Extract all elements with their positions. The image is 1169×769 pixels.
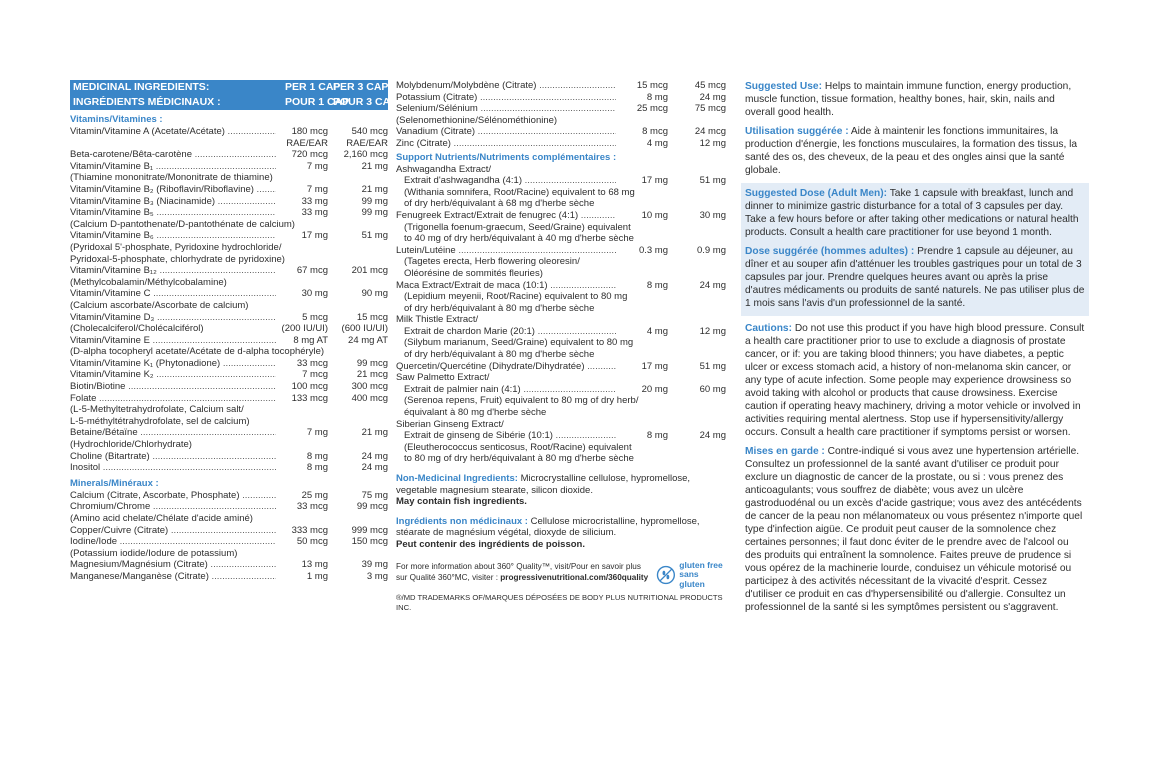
amount-per-3-caps: 24 mg [699,91,726,103]
ingredient-row [396,326,726,338]
ingredient-name: Vitamin/Vitamine B₃ (Niacinamide) ..... [70,196,276,208]
ingredient-source: Ashwagandha Extract/ [396,163,492,175]
more-info-prefix: For more information about 360° Quality™, visit/Pour en savoir plus sur Qualité 360°MC, visiter : [396,561,641,582]
amount-per-1-cap: (200 IU/UI) [281,323,328,335]
amount-per-1-cap: 4 mg [646,137,668,149]
amount-per-1-cap: 7 mg [306,427,328,439]
amount-per-3-caps: 300 mcg [351,381,388,393]
amount-per-1-cap: 33 mcg [296,357,328,369]
nmi-fr-label: Ingrédients non médicinaux : [396,515,528,527]
ingredient-name: Vitamin/Vitamine B₆ ..... [70,230,276,242]
ingredient-sub-row [70,138,388,150]
ingredient-row [70,358,388,370]
ingredient-source: (Amino acid chelate/Chélate d'acide aminé) [70,513,253,524]
ingredient-row [396,103,726,115]
ingredient-source: of dry herb/équivalant à 80 mg d'herbe sèche [404,349,595,361]
amount-per-3-caps: 30 mg [699,209,726,221]
nmi-en-text: Microcrystalline cellulose, hypromellose, vegetable magnesium stearate, silicon dioxide. [396,473,691,496]
ingredient-name: Vitamin/Vitamine C ..... [70,288,276,300]
header-label-fr: INGRÉDIENTS MÉDICINAUX : [73,96,221,108]
ingredient-name: Vitamin/Vitamine B₅ ..... [70,207,276,219]
ingredient-name: Extrait de palmier nain (4:1) ..... [404,384,616,396]
more-info-row [396,561,726,590]
ingredient-source [70,138,276,150]
amount-per-1-cap: 67 mcg [296,265,328,277]
ingredient-row [70,265,388,277]
medicinal-ingredients-column [70,80,405,583]
amount-per-1-cap: 333 mcg [291,524,328,536]
ingredient-name: Vitamin/Vitamine D₃ ..... [70,312,276,324]
suggested-dose-en-label: Suggested Dose (Adult Men): [745,188,888,199]
support-nutrients-title: Support Nutrients/Nutriments complémentaires : [396,151,617,163]
ingredient-row [70,184,388,196]
suggested-use-en-text: Helps to maintain immune function, energy production, muscle function, tissue formation, healthy bones, hair, skin, nails and overall good health. [745,81,1072,118]
gluten-free-badge [656,561,726,590]
suggested-dose-en [745,187,1085,239]
amount-per-1-cap: 15 mcg [636,80,668,91]
ingredient-source: L-5-méthyltétrahydrofolate, sel de calcium) [70,415,250,427]
ingredient-name: Potassium (Citrate) ..... [396,92,616,104]
ingredient-row [396,361,726,373]
amount-per-1-cap: 20 mg [641,383,668,395]
ingredient-source: Pyridoxal-5-phosphate, chlorhydrate de pyridoxine) [70,253,285,265]
ingredient-name: Betaine/Bétaïne ..... [70,427,276,439]
amount-per-1-cap: 8 mg AT [293,334,328,346]
ingredient-row [70,161,388,173]
ingredient-name: Calcium (Citrate, Ascorbate, Phosphate) ..... [70,490,276,502]
amount-per-1-cap: 33 mg [301,195,328,207]
ingredient-name: Inositol ..... [70,462,276,474]
ingredient-name: Zinc (Citrate) ..... [396,138,616,150]
more-info-text [396,561,648,583]
amount-per-1-cap: 8 mg [646,430,668,442]
amount-per-3-caps: 400 mcg [351,392,388,404]
amount-per-3-caps: 99 mg [361,195,388,207]
amount-per-3-caps: 60 mg [699,383,726,395]
gluten-free-en: gluten free [679,559,723,570]
ingredient-row [396,430,726,442]
amount-per-3-caps: 24 mg [361,450,388,462]
non-medicinal-ingredients-fr [396,516,726,551]
ingredient-row [396,80,726,92]
ingredient-row [70,312,388,324]
ingredients-header-en [70,80,396,95]
gluten-free-fr: sans gluten [679,569,705,589]
support-nutrients-list [396,164,726,465]
amount-per-1-cap: 33 mcg [296,501,328,513]
amount-per-1-cap: 100 mcg [291,381,328,393]
ingredient-row [396,126,726,138]
amount-per-1-cap: 13 mg [301,559,328,571]
header-per1-fr: POUR 1 CAP [285,96,350,108]
ingredient-row [70,427,388,439]
amount-per-1-cap: 5 mcg [302,311,328,323]
ingredient-name: Molybdenum/Molybdène (Citrate) ..... [396,80,616,92]
ingredient-source: (Pyridoxal 5'-phosphate, Pyridoxine hydrochloride/ [70,241,282,253]
amount-per-3-caps: 51 mg [699,360,726,372]
suggested-use-fr-text: Aide à maintenir les fonctions immunitaires, la production d'énergie, les fonctions musculaires, la formation des tissus, la santé des os, des cheveux, de la peau et des ongles ainsi que la santé globale. [745,126,1078,176]
ingredient-name: Chromium/Chrome ..... [70,501,276,513]
amount-per-1-cap: 7 mcg [302,369,328,381]
fish-warning-en: May contain fish ingredients. [396,496,527,508]
ingredient-row [396,280,726,292]
suggested-dose-fr [745,245,1085,310]
amount-per-1-cap: 8 mg [306,450,328,462]
ingredient-name: Biotin/Biotine ..... [70,381,276,393]
suggested-dose-fr-label: Dose suggérée (hommes adultes) : [745,246,915,257]
ingredient-source: (Hydrochloride/Chlorhydrate) [70,439,192,451]
amount-per-1-cap: 17 mg [641,175,668,187]
ingredient-row [396,384,726,396]
ingredient-name: Vitamin/Vitamine K₂ ..... [70,369,276,381]
ingredient-row [396,210,726,222]
amount-per-3-caps: RAE/EAR [346,137,388,149]
amount-per-1-cap: 8 mg [646,91,668,103]
gluten-free-icon [656,565,676,585]
ingredient-row [70,335,388,347]
amount-per-3-caps: 12 mg [699,325,726,337]
nmi-en-label: Non-Medicinal Ingredients: [396,473,518,484]
amount-per-3-caps: 21 mg [361,427,388,439]
ingredient-source: of dry herb/équivalant à 80 mg d'herbe sèche [404,302,595,314]
ingredient-row [70,381,388,393]
ingredient-source: (Serenoa repens, Fruit) equivalent to 80 mg of dry herb/ [404,395,639,407]
ingredient-source: (Calcium D-pantothenate/D-pantothénate de calcium) [70,218,295,230]
amount-per-3-caps: 45 mcg [694,80,726,91]
amount-per-3-caps: 150 mcg [351,536,388,548]
suggested-use-en-label: Suggested Use: [745,81,822,92]
amount-per-3-caps: 90 mg [361,288,388,300]
ingredient-row [70,196,388,208]
ingredient-name: Folate ..... [70,393,276,405]
header-label-en: MEDICINAL INGREDIENTS: [73,81,210,93]
ingredient-sub-row [70,323,388,335]
ingredient-source: to 80 mg of dry herb/équivalant à 80 mg d'herbe sèche [404,453,634,465]
amount-per-3-caps: 24 mcg [694,126,726,138]
amount-per-3-caps: 2,160 mcg [343,149,388,161]
fish-warning-fr: Peut contenir des ingrédients de poisson. [396,538,585,550]
amount-per-3-caps: 99 mg [361,207,388,219]
header-per3-en: PER 3 CAPS [333,81,396,93]
amount-per-3-caps: 21 mg [361,160,388,172]
amount-per-1-cap: 50 mcg [296,536,328,548]
ingredient-row [70,490,388,502]
ingredient-source: of dry herb/équivalant à 68 mg d'herbe sèche [404,198,595,210]
amount-per-1-cap: 4 mg [646,325,668,337]
amount-per-1-cap: 1 mg [306,570,328,582]
amount-per-3-caps: 21 mcg [356,369,388,381]
amount-per-3-caps: 99 mcg [356,501,388,513]
more-info-link[interactable]: progressivenutritional.com/360quality [500,572,649,582]
amount-per-3-caps: 0.9 mg [696,244,726,256]
ingredient-name: Magnesium/Magnésium (Citrate) ..... [70,559,276,571]
ingredient-row [70,126,388,138]
amount-per-3-caps: (600 IU/UI) [341,323,388,335]
ingredient-row [396,138,726,150]
ingredient-name: Copper/Cuivre (Citrate) ..... [70,525,276,537]
suggested-use-fr-label: Utilisation suggérée : [745,126,849,137]
usage-column [745,80,1085,620]
amount-per-1-cap: 7 mg [306,183,328,195]
minerals-title: Minerals/Minéraux : [70,477,159,489]
amount-per-1-cap: 33 mg [301,207,328,219]
amount-per-3-caps: 3 mg [366,570,388,582]
ingredient-name: Vitamin/Vitamine A (Acetate/Acétate) ..... [70,126,276,138]
ingredient-row [70,559,388,571]
amount-per-1-cap: 25 mcg [636,103,668,115]
ingredient-name: Vanadium (Citrate) ..... [396,126,616,138]
ingredient-name: Vitamin/Vitamine E ..... [70,335,276,347]
amount-per-1-cap: 133 mcg [291,392,328,404]
amount-per-3-caps: 75 mg [361,489,388,501]
ingredient-row [396,245,726,257]
amount-per-3-caps: 24 mg [361,462,388,474]
ingredient-row [70,536,388,548]
ingredient-source: (Withania somnifera, Root/Racine) equivalent to 68 mg [404,186,635,198]
ingredient-name: Selenium/Sélénium ..... [396,103,616,115]
ingredient-source: (Selenomethionine/Sélénométhionine) [396,114,558,126]
ingredient-name: Vitamin/Vitamine B₂ (Riboflavin/Riboflavine) ..... [70,184,276,196]
ingredient-name: Choline (Bitartrate) ..... [70,451,276,463]
amount-per-1-cap: 10 mg [641,209,668,221]
ingredient-source: (Methylcobalamin/Méthylcobalamine) [70,276,227,288]
ingredient-source: (Cholecalciferol/Cholécalciférol) [70,323,204,335]
ingredient-row [70,207,388,219]
ingredient-row [70,393,388,405]
amount-per-3-caps: 12 mg [699,137,726,149]
ingredient-source: to 40 mg of dry herb/équivalant à 40 mg d'herbe sèche [404,233,634,245]
ingredient-source: (Eleutherococcus senticosus, Root/Racine) equivalent [404,441,632,453]
ingredient-source: (D-alpha tocopheryl acetate/Acétate de d-alpha tocophéryle) [70,346,325,358]
ingredient-name: Extrait de ginseng de Sibérie (10:1) ..... [404,430,616,442]
ingredient-source: (Silybum marianum, Seed/Graine) equivalent to 80 mg [404,337,634,349]
amount-per-3-caps: 75 mcg [694,103,726,115]
amount-per-3-caps: 15 mcg [356,311,388,323]
ingredient-row [396,175,726,187]
ingredient-name: Iodine/Iode ..... [70,536,276,548]
ingredient-source: Saw Palmetto Extract/ [396,372,490,384]
amount-per-3-caps: 24 mg AT [348,334,388,346]
ingredient-row [70,451,388,463]
amount-per-1-cap: 8 mcg [642,126,668,138]
ingredient-name: Vitamin/Vitamine B₁₂ ..... [70,265,276,277]
ingredient-source: (Potassium iodide/Iodure de potassium) [70,547,238,559]
cautions-fr-label: Mises en garde : [745,446,825,457]
support-nutrients-column [396,80,726,613]
amount-per-3-caps: 51 mg [699,175,726,187]
header-per1-en: PER 1 CAP [285,81,341,93]
ingredient-name: Beta-carotene/Bêta-carotène ..... [70,149,276,161]
header-per3-fr: POUR 3 CAPS [333,96,405,108]
amount-per-3-caps: 99 mcg [356,357,388,369]
ingredient-name: Quercetin/Quercétine (Dihydrate/Dihydratée) ..... [396,361,616,373]
amount-per-1-cap: 0.3 mg [638,244,668,256]
ingredient-row [70,525,388,537]
trademarks-note: ®/MD TRADEMARKS OF/MARQUES DÉPOSÉES DE BODY PLUS NUTRITIONAL PRODUCTS INC. [396,593,723,613]
suggested-dose-box [741,183,1089,316]
suggested-use-fr [745,125,1085,177]
ingredient-name: Fenugreek Extract/Extrait de fenugrec (4:1) ..... [396,210,616,222]
cautions-en-text: Do not use this product if you have high blood pressure. Consult a health care practitioner prior to use to exclude a diagnosis of prostate cancer, or if: you are taking blood thinners; you have diabetes, a peptic ulcer or excess stomach acid, a history of non-melanoma skin cancer, or any type of acute infection. Some people may experience drowsiness so avoid taking with alcohol or products that cause drowsiness. Exercise caution if operating heavy machinery, driving a motor vehicle or involved in activities requiring mental alertness. Stop use if hypersensitivity/allergy occurs. Consult a health care practitioner if symptoms persist or worsen. [745,323,1085,438]
amount-per-3-caps: 201 mcg [351,265,388,277]
suggested-use-en [745,80,1085,119]
ingredient-source: Siberian Ginseng Extract/ [396,418,504,430]
ingredient-source: (Calcium ascorbate/Ascorbate de calcium) [70,299,249,311]
minerals-list [70,490,388,583]
nmi-fr-text: Cellulose microcristalline, hypromellose, stéarate de magnésium végétal, dioxyde de silicium. [396,515,700,539]
amount-per-3-caps: 24 mg [699,279,726,291]
cautions-fr [745,445,1085,614]
non-medicinal-ingredients-en [396,473,726,508]
amount-per-1-cap: 17 mg [641,360,668,372]
amount-per-3-caps: 21 mg [361,183,388,195]
ingredient-row [70,571,388,583]
ingredient-name: Maca Extract/Extrait de maca (10:1) ..... [396,280,616,292]
ingredient-name: Manganese/Manganèse (Citrate) ..... [70,571,276,583]
amount-per-1-cap: 180 mcg [291,126,328,137]
amount-per-1-cap: 720 mcg [291,149,328,161]
amount-per-1-cap: RAE/EAR [286,137,328,149]
vitamins-list [70,126,388,474]
ingredient-name: Lutein/Lutéine ..... [396,245,616,257]
ingredient-row [396,92,726,104]
vitamins-title: Vitamins/Vitamines : [70,114,163,125]
amount-per-3-caps: 24 mg [699,430,726,442]
ingredient-name: Extrait de chardon Marie (20:1) ..... [404,326,616,338]
ingredient-source: équivalant à 80 mg d'herbe sèche [404,407,547,419]
amount-per-1-cap: 8 mg [306,462,328,474]
amount-per-3-caps: 51 mg [361,230,388,242]
ingredient-name: Extrait d'ashwagandha (4:1) ..... [404,175,616,187]
ingredient-name: Vitamin/Vitamine B₁ ..... [70,161,276,173]
ingredient-row [70,369,388,381]
ingredient-source: Milk Thistle Extract/ [396,314,479,326]
minerals-continued-list [396,80,726,150]
amount-per-3-caps: 39 mg [361,559,388,571]
ingredient-source: (Tagetes erecta, Herb flowering oleoresin/ [404,256,580,268]
ingredient-row [70,462,388,474]
ingredient-source: (Thiamine mononitrate/Mononitrate de thiamine) [70,172,273,184]
ingredient-source: (Lepidium meyenii, Root/Racine) equivalent to 80 mg [404,291,628,303]
ingredient-row [70,501,388,513]
amount-per-1-cap: 25 mg [301,489,328,501]
suggested-dose-en-text: Take 1 capsule with breakfast, lunch and dinner to minimize gastric disturbance for a total of 3 capsules per day. Take a few hours before or after taking other medications or natural health products. Consult a health care practitioner for use beyond 1 month. [745,188,1079,238]
ingredient-source: (Trigonella foenum-graecum, Seed/Graine) equivalent [404,221,631,233]
suggested-dose-fr-text: Prendre 1 capsule au déjeuner, au dîner et au souper afin d'atténuer les troubles gastriques pour un total de 3 capsules par jour. Prendre quelques heures avant ou après la prise d'autres médicaments ou produits de santé naturels. Ne pas utiliser plus de 1 mois sans l'avis d'un professionnel de la santé. [745,246,1085,309]
cautions-en-label: Cautions: [745,323,792,334]
amount-per-1-cap: 30 mg [301,288,328,300]
ingredients-header-fr [70,95,405,110]
amount-per-1-cap: 8 mg [646,279,668,291]
ingredient-row [70,149,388,161]
ingredient-source: (L-5-Methyltetrahydrofolate, Calcium salt/ [70,404,244,416]
ingredient-row [70,230,388,242]
cautions-fr-text: Contre-indiqué si vous avez une hypertension artérielle. Consultez un professionnel de la santé avant d'utiliser ce produit pour exclure un diagnostic de cancer de la prostate, ou si : vous prenez des anticoagulants; vous souffrez de diabète; vous avez un ulcère gastroduodénal ou un excès d'acide gastrique; vous avez des antécédents de cancer de la peau non mélanomateux ou vous présentez n'importe quel type d'infection aigüe. Ce produit peut causer de la somnolence chez certaines personnes; il faut donc éviter de le prendre avec de l'alcool ou des produits qui entraînent la somnolence. Faites preuve de prudence si vous opérez de la machinerie lourde, conduisez un véhicule motorisé ou participez à des activités nécessitant de la vivacité d'esprit. Cessez d'utiliser ce produit en cas d'hypersensibilité ou d'allergie. Consultez un professionnel de la santé si les symptômes persistent ou s'aggravent. [745,446,1083,613]
amount-per-1-cap: 17 mg [301,230,328,242]
cautions-en [745,322,1085,439]
amount-per-3-caps: 540 mcg [351,126,388,137]
amount-per-3-caps: 999 mcg [351,524,388,536]
ingredient-name: Vitamin/Vitamine K₁ (Phytonadione) ..... [70,358,276,370]
ingredient-source: Oléorésine de sommités fleuries) [404,267,543,279]
ingredient-row [70,288,388,300]
amount-per-1-cap: 7 mg [306,160,328,172]
